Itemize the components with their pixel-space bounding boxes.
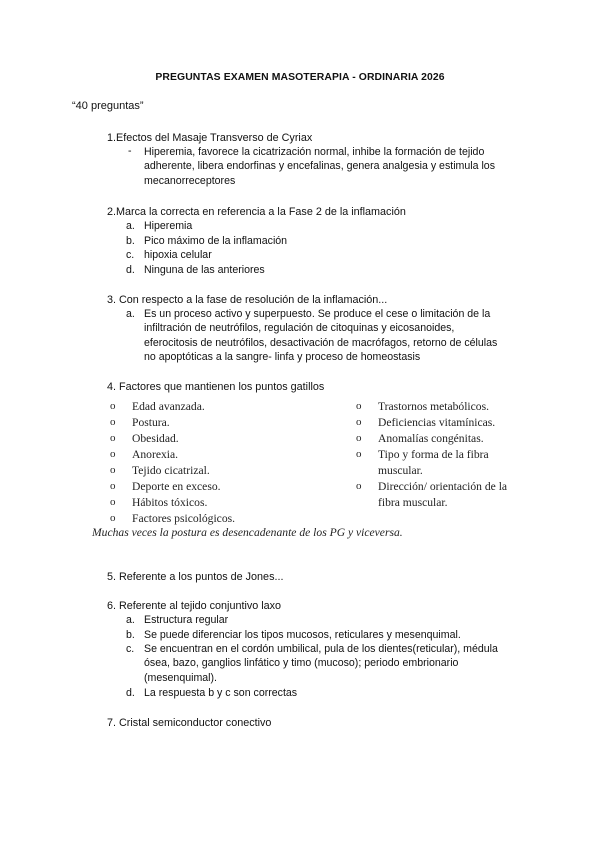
option-text: Pico máximo de la inflamación [144, 235, 288, 247]
option-marker: b. [126, 629, 135, 641]
bullet: o [110, 512, 116, 524]
answer-line: mecanorreceptores [144, 174, 236, 187]
option-text: La respuesta b y c son correctas [144, 687, 298, 699]
answer-line: Se encuentran en el cordón umbilical, pula de los dientes(reticular), médula [144, 643, 498, 655]
answer-line: Hiperemia, favorece la cicatrización normal, inhibe la formación de tejido [144, 146, 485, 158]
option-marker: a. [126, 220, 135, 232]
factor-item: Postura. [132, 416, 170, 429]
factor-item-continued: muscular. [378, 464, 423, 477]
question-6: 6. Referente al tejido conjuntivo laxo [107, 600, 282, 612]
option-text: Ninguna de las anteriores [144, 264, 265, 276]
option-text: Hiperemia [144, 220, 193, 232]
answer-line: adherente, libera endorfinas y encefalinas, genera analgesia y estimula los [144, 160, 495, 173]
option-marker: a. [126, 614, 135, 626]
answer-dash: - [128, 145, 132, 157]
factor-item: Hábitos tóxicos. [132, 496, 208, 509]
option-text [144, 642, 524, 685]
question-5: 5. Referente a los puntos de Jones... [107, 571, 284, 583]
answer-line: (mesenquimal). [144, 671, 218, 684]
factor-item: Dirección/ orientación de la [378, 480, 508, 493]
bullet: o [356, 448, 362, 460]
question-4: 4. Factores que mantienen los puntos gatillos [107, 381, 325, 393]
bullet: o [356, 416, 362, 428]
answer-line: infiltración de neutrófilos, regulación de citoquinas y eicosanoides, [144, 322, 455, 335]
factor-item: Deficiencias vitamínicas. [378, 416, 496, 429]
factor-item: Anorexia. [132, 448, 179, 461]
option-text: Se puede diferenciar los tipos mucosos, reticulares y mesenquimal. [144, 629, 461, 641]
question-7: 7. Cristal semiconductor conectivo [107, 717, 272, 729]
bullet: o [110, 416, 116, 428]
trigger-factors-note: Muchas veces la postura es desencadenante de los PG y viceversa. [92, 526, 403, 539]
bullet: o [356, 400, 362, 412]
answer-1 [144, 145, 524, 188]
bullet: o [110, 432, 116, 444]
factor-item-continued: fibra muscular. [378, 496, 448, 509]
bullet: o [356, 432, 362, 444]
question-3: 3. Con respecto a la fase de resolución de la inflamación... [107, 294, 388, 306]
option-marker: a. [126, 308, 135, 320]
option-text: hipoxia celular [144, 249, 212, 261]
question-1: 1.Efectos del Masaje Transverso de Cyriax [107, 132, 313, 144]
factor-item: Tejido cicatrizal. [132, 464, 210, 477]
question-2: 2.Marca la correcta en referencia a la Fase 2 de la inflamación [107, 206, 406, 218]
option-marker: c. [126, 643, 135, 655]
option-marker: b. [126, 235, 135, 247]
answer-line: ósea, bazo, ganglios linfático y timo (mucoso); periodo embrionario [144, 657, 459, 670]
option-text [144, 307, 524, 365]
factor-item: Deporte en exceso. [132, 480, 221, 493]
bullet: o [110, 448, 116, 460]
option-marker: d. [126, 264, 135, 276]
factor-item: Factores psicológicos. [132, 512, 236, 525]
bullet: o [356, 480, 362, 492]
answer-line: Es un proceso activo y superpuesto. Se produce el cese o limitación de la [144, 308, 491, 320]
bullet: o [110, 480, 116, 492]
bullet: o [110, 496, 116, 508]
answer-line: no apoptóticas a la sangre- linfa y proceso de homeostasis [144, 351, 421, 364]
bullet: o [110, 464, 116, 476]
option-text: Estructura regular [144, 614, 229, 626]
factor-item: Tipo y forma de la fibra [378, 448, 489, 461]
question-count: “40 preguntas” [72, 100, 144, 112]
factor-item: Obesidad. [132, 432, 179, 445]
document-title: PREGUNTAS EXAMEN MASOTERAPIA - ORDINARIA 2026 [155, 72, 445, 83]
factor-item: Trastornos metabólicos. [378, 400, 489, 413]
option-marker: c. [126, 249, 135, 261]
factor-item: Anomalías congénitas. [378, 432, 484, 445]
option-marker: d. [126, 687, 135, 699]
bullet: o [110, 400, 116, 412]
answer-line: eferocitosis de neutrófilos, desactivación de macrófagos, retorno de células [144, 336, 498, 349]
factor-item: Edad avanzada. [132, 400, 205, 413]
